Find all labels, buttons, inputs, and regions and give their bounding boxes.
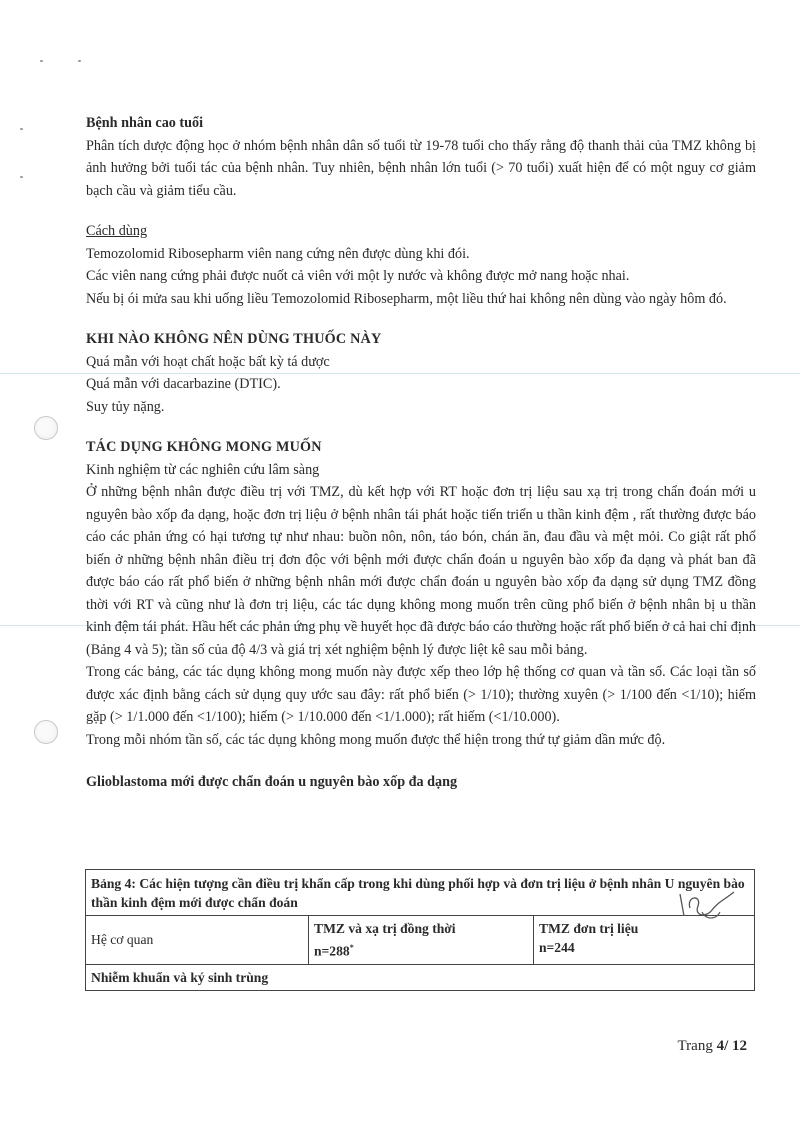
footnote-mark: * (349, 943, 354, 952)
usage-line: Temozolomid Ribosepharm viên nang cứng nên được dùng khi đói. (86, 245, 470, 262)
punch-hole-top (34, 416, 58, 440)
table-header-combined (309, 916, 534, 965)
contraindication-line: Quá mẫn với dacarbazine (DTIC). (86, 376, 281, 392)
table-header-combined-label: TMZ và xạ trị đồng thời (314, 921, 456, 936)
section-heading-usage: Cách dùng (86, 223, 148, 239)
scan-speck (78, 60, 81, 62)
glioblastoma-heading: Glioblastoma mới được chẩn đoán u nguyên bào xốp đa dạng (86, 774, 458, 790)
adverse-paragraph-1: Ở những bệnh nhân được điều trị với TMZ, dù kết hợp với RT hoặc đơn trị liệu sau xạ trị trong chẩn đoán mới u nguyên bào xốp đa dạng, hoặc đơn trị liệu ở bệnh nhân tái phát hoặc tiến triển u thần kinh đệm , rất thường được báo cáo các phản ứng có hại tương tự như nhau: buồn nôn, nôn, táo bón, chán ăn, đau đầu và mệt mỏi. Co giật rất phổ biến ở những bệnh nhân điều trị đơn độc với bệnh mới được chẩn đoán u nguyên bào xốp đa dạng và phát ban đã được báo cáo rất phổ biến ở những bệnh nhân mới được chẩn đoán u nguyên bào xốp đa dạng sử dụng TMZ đồng thời với RT và cũng như là đơn trị liệu, các tác dụng không mong muốn trên cũng phổ biến ở bệnh nhân bị u thần kinh đệm tái phát. Hầu hết các phản ứng phụ về huyết học đã được báo cáo thường hoặc rất phổ biến ở cả hai chỉ định (Bảng 4 và 5); tần số của độ 4/3 và giá trị xét nghiệm bệnh lý được liệt kê sau mỗi bảng. (86, 484, 757, 658)
usage-line: Các viên nang cứng phải được nuốt cả viên với một ly nước và không được mở nang hoặc nhai. (86, 268, 630, 284)
table-header-monotherapy-label: TMZ đơn trị liệu (539, 921, 639, 936)
page-number-value: 4/ 12 (716, 1038, 747, 1054)
table-caption: Bảng 4: Các hiện tượng cần điều trị khẩn cấp trong khi dùng phối hợp và đơn trị liệu ở bệnh nhân U nguyên bào thần kinh đệm mới được chẩn đoán (86, 870, 755, 916)
table-header-monotherapy-n: n=244 (539, 940, 575, 955)
scan-speck (20, 176, 23, 178)
contraindication-line: Quá mẫn với hoạt chất hoặc bất kỳ tá dược (86, 353, 330, 370)
table-header-combined-n: n=288 (314, 943, 350, 959)
scan-speck (20, 128, 23, 130)
elderly-paragraph: Phân tích dược động học ở nhóm bệnh nhân dân số tuổi từ 19-78 tuổi cho thấy rằng độ thanh thải của TMZ không bị ảnh hưởng bởi tuổi tác của bệnh nhân. Tuy nhiên, bệnh nhân lớn tuổi (> 70 tuổi) xuất hiện để có một nguy cơ giảm bạch cầu và giảm tiểu cầu. (86, 137, 756, 199)
adverse-paragraph-2: Trong các bảng, các tác dụng không mong muốn này được xếp theo lớp hệ thống cơ quan và tần số. Các loại tần số được xác định bằng cách sử dụng quy ước sau đây: rất phổ biến (> 1/10); thường xuyên (> 1/100 đến <1/10); hiếm gặp (> 1/1.000 đến <1/100); hiếm (> 1/10.000 đến <1/1.000); rất hiếm (<1/10.000). (86, 664, 756, 725)
section-heading-elderly: Bệnh nhân cao tuổi (86, 115, 204, 131)
page-number-prefix: Trang (677, 1038, 717, 1054)
section-heading-contraindications: KHI NÀO KHÔNG NÊN DÙNG THUỐC NÀY (86, 331, 382, 347)
page-number (678, 1038, 747, 1055)
table-header-organ-system: Hệ cơ quan (86, 916, 309, 965)
contraindication-line: Suy tủy nặng. (86, 398, 165, 415)
scan-speck (40, 60, 43, 62)
adverse-events-table (85, 869, 755, 991)
adverse-subheading: Kinh nghiệm từ các nghiên cứu lâm sàng (86, 461, 320, 478)
table-row-infections: Nhiễm khuẩn và ký sinh trùng (86, 964, 755, 990)
handwritten-signature (672, 886, 742, 926)
section-heading-adverse-effects: TÁC DỤNG KHÔNG MONG MUỐN (86, 439, 322, 455)
adverse-paragraph-3: Trong mỗi nhóm tần số, các tác dụng không mong muốn được thể hiện trong thứ tự giảm dần mức độ. (86, 731, 666, 748)
punch-hole-bottom (34, 720, 58, 744)
usage-line: Nếu bị ói mửa sau khi uống liều Temozolomid Ribosepharm, một liều thứ hai không nên dùng vào ngày hôm đó. (86, 290, 727, 307)
document-body (86, 112, 756, 794)
